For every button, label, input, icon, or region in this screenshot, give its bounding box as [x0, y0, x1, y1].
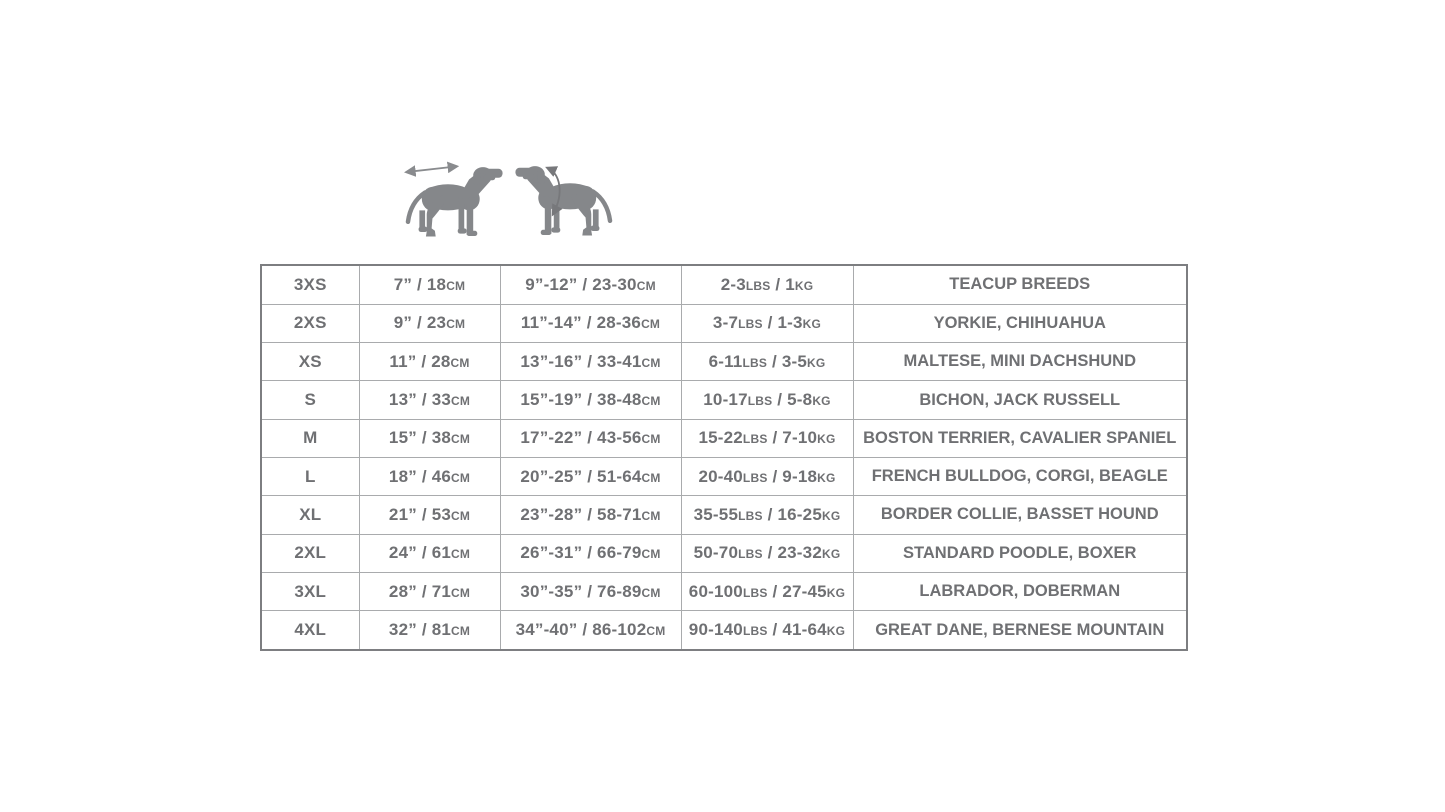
chest-girth-cell: 20”-25” / 51-64CM: [500, 457, 681, 495]
dog-silhouette: [515, 166, 610, 235]
chest-girth-cell: 23”-28” / 58-71CM: [500, 496, 681, 534]
dog-size-chart-table: [260, 264, 1188, 651]
breeds-cell: BORDER COLLIE, BASSET HOUND: [853, 496, 1187, 534]
back-length-cell: 9” / 23CM: [359, 304, 500, 342]
size-cell: XS: [261, 343, 359, 381]
weight-cell: 10-17LBS / 5-8KG: [681, 381, 853, 419]
chest-girth-cell: 26”-31” / 66-79CM: [500, 534, 681, 572]
breeds-cell: YORKIE, CHIHUAHUA: [853, 304, 1187, 342]
table-row: [261, 304, 1187, 342]
breeds-cell: GREAT DANE, BERNESE MOUNTAIN: [853, 611, 1187, 650]
chest-girth-cell: 11”-14” / 28-36CM: [500, 304, 681, 342]
dog-back-length-icon: [399, 158, 505, 244]
breeds-cell: FRENCH BULLDOG, CORGI, BEAGLE: [853, 457, 1187, 495]
weight-cell: 15-22LBS / 7-10KG: [681, 419, 853, 457]
back-length-cell: 11” / 28CM: [359, 343, 500, 381]
back-length-cell: 13” / 33CM: [359, 381, 500, 419]
weight-cell: 50-70LBS / 23-32KG: [681, 534, 853, 572]
chest-girth-cell: 15”-19” / 38-48CM: [500, 381, 681, 419]
table-row: [261, 534, 1187, 572]
breeds-cell: BICHON, JACK RUSSELL: [853, 381, 1187, 419]
weight-cell: 3-7LBS / 1-3KG: [681, 304, 853, 342]
size-cell: 3XL: [261, 572, 359, 610]
dog-chest-girth-icon: [513, 157, 619, 243]
size-cell: 2XL: [261, 534, 359, 572]
table-row: [261, 496, 1187, 534]
weight-cell: 60-100LBS / 27-45KG: [681, 572, 853, 610]
weight-cell: 6-11LBS / 3-5KG: [681, 343, 853, 381]
table-row: [261, 265, 1187, 304]
size-cell: XL: [261, 496, 359, 534]
back-length-cell: 7” / 18CM: [359, 265, 500, 304]
back-length-cell: 18” / 46CM: [359, 457, 500, 495]
table-row: [261, 343, 1187, 381]
back-length-cell: 28” / 71CM: [359, 572, 500, 610]
back-length-cell: 21” / 53CM: [359, 496, 500, 534]
chest-girth-cell: 30”-35” / 76-89CM: [500, 572, 681, 610]
chest-girth-cell: 9”-12” / 23-30CM: [500, 265, 681, 304]
size-cell: L: [261, 457, 359, 495]
breeds-cell: BOSTON TERRIER, CAVALIER SPANIEL: [853, 419, 1187, 457]
table-row: [261, 611, 1187, 650]
breeds-cell: TEACUP BREEDS: [853, 265, 1187, 304]
breeds-cell: LABRADOR, DOBERMAN: [853, 572, 1187, 610]
table-row: [261, 572, 1187, 610]
chest-girth-cell: 17”-22” / 43-56CM: [500, 419, 681, 457]
back-length-cell: 24” / 61CM: [359, 534, 500, 572]
back-length-cell: 15” / 38CM: [359, 419, 500, 457]
size-cell: 4XL: [261, 611, 359, 650]
table-row: [261, 381, 1187, 419]
size-cell: 2XS: [261, 304, 359, 342]
dog-silhouette: [408, 167, 503, 236]
chest-girth-cell: 34”-40” / 86-102CM: [500, 611, 681, 650]
size-cell: S: [261, 381, 359, 419]
back-length-arrow-icon: [406, 166, 457, 172]
weight-cell: 2-3LBS / 1KG: [681, 265, 853, 304]
breeds-cell: STANDARD POODLE, BOXER: [853, 534, 1187, 572]
size-cell: M: [261, 419, 359, 457]
table-row: [261, 457, 1187, 495]
weight-cell: 90-140LBS / 41-64KG: [681, 611, 853, 650]
chest-girth-cell: 13”-16” / 33-41CM: [500, 343, 681, 381]
table-row: [261, 419, 1187, 457]
size-cell: 3XS: [261, 265, 359, 304]
weight-cell: 35-55LBS / 16-25KG: [681, 496, 853, 534]
breeds-cell: MALTESE, MINI DACHSHUND: [853, 343, 1187, 381]
back-length-cell: 32” / 81CM: [359, 611, 500, 650]
weight-cell: 20-40LBS / 9-18KG: [681, 457, 853, 495]
